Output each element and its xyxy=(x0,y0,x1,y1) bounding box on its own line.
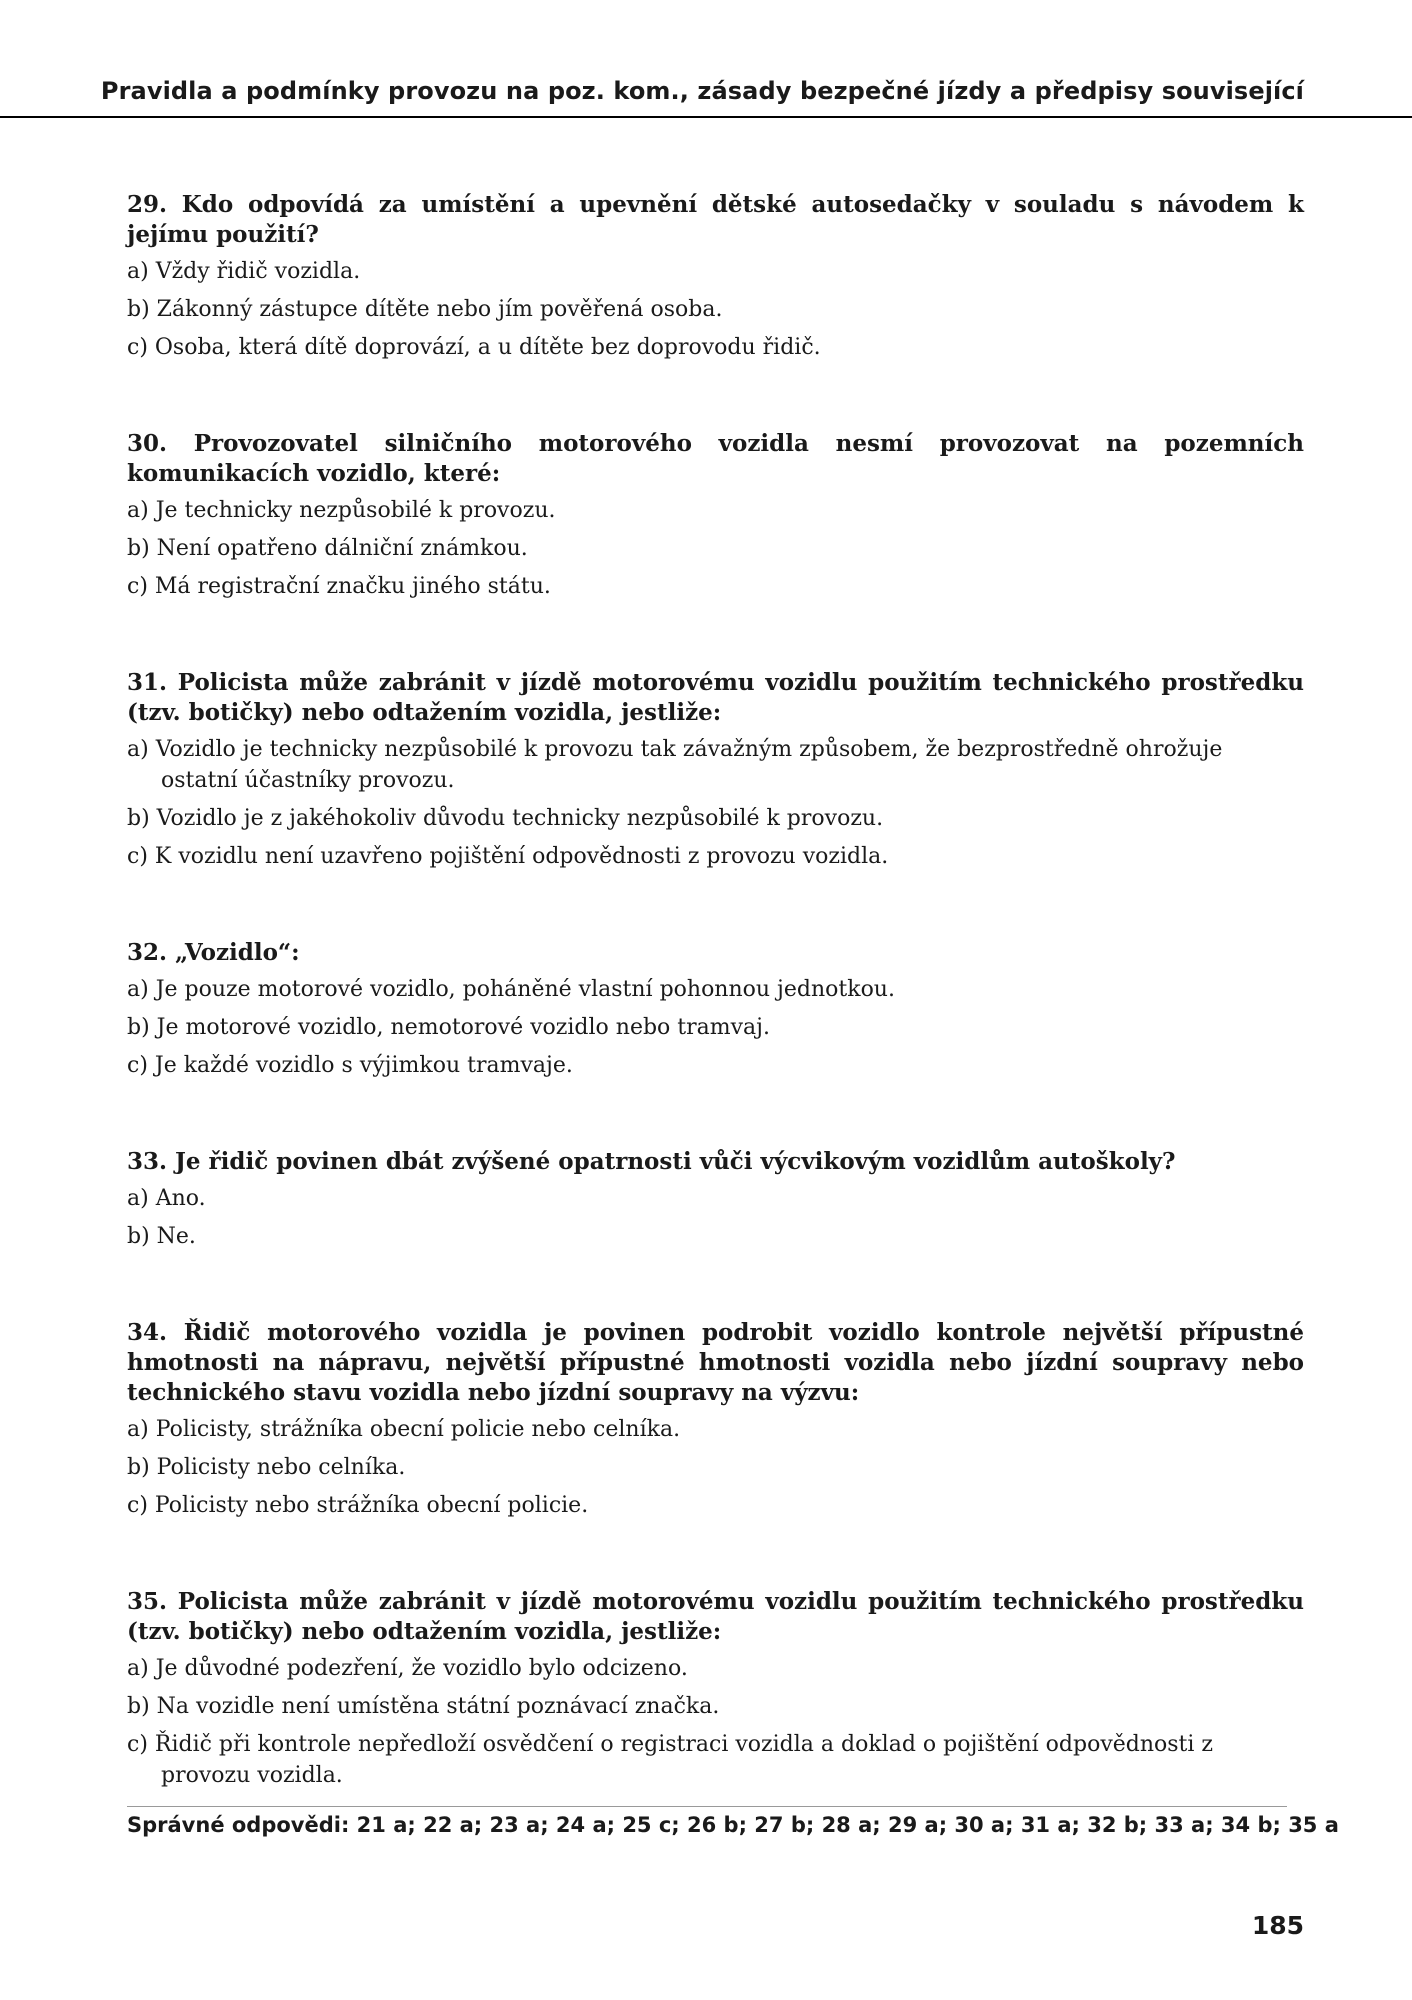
question-title: 32. „Vozidlo“: xyxy=(127,939,300,966)
answer-option-b: b) Je motorové vozidlo, nemotorové vozidlo nebo tramvaj. xyxy=(127,1015,770,1040)
question-title: 33. Je řidič povinen dbát zvýšené opatrnosti vůči výcvikovým vozidlům autoškoly? xyxy=(127,1148,1176,1175)
question-title: 30. Provozovatel silničního motorového vozidla nesmí provozovat na pozemních komunikacích vozidlo, které: xyxy=(127,430,1304,487)
question-34 xyxy=(127,1318,1304,1521)
answer-option-a: a) Policisty, strážníka obecní policie nebo celníka. xyxy=(127,1417,681,1442)
question-31 xyxy=(127,668,1304,872)
answer-option-c: c) Má registrační značku jiného státu. xyxy=(127,574,551,599)
question-29 xyxy=(127,190,1304,363)
answer-option-c: c) Řidič při kontrole nepředloží osvědčení o registraci vozidla a doklad o pojištění odpovědnosti z provozu vozidla. xyxy=(127,1732,1214,1788)
question-30 xyxy=(127,429,1304,602)
question-title: 35. Policista může zabránit v jízdě motorovému vozidlu použitím technického prostředku (tzv. botičky) nebo odtažením vozidla, jestliže: xyxy=(127,1588,1304,1645)
answer-option-b: b) Ne. xyxy=(127,1224,196,1249)
answer-option-b: b) Zákonný zástupce dítěte nebo jím pověřená osoba. xyxy=(127,297,723,322)
page-number: 185 xyxy=(1251,1911,1304,1940)
answer-option-c: c) Osoba, která dítě doprovází, a u dítěte bez doprovodu řidič. xyxy=(127,335,821,360)
question-35 xyxy=(127,1587,1304,1791)
answer-option-b: b) Policisty nebo celníka. xyxy=(127,1455,406,1480)
answer-option-a: a) Vždy řidič vozidla. xyxy=(127,259,361,284)
answer-option-a: a) Ano. xyxy=(127,1186,206,1211)
answer-option-a: a) Vozidlo je technicky nezpůsobilé k provozu tak závažným způsobem, že bezprostředně ohrožuje ostatní účastníky provozu. xyxy=(127,737,1223,793)
answer-option-b: b) Není opatřeno dálniční známkou. xyxy=(127,536,528,561)
question-title: 31. Policista může zabránit v jízdě motorovému vozidlu použitím technického prostředku (tzv. botičky) nebo odtažením vozidla, jestliže: xyxy=(127,669,1304,726)
header-rule xyxy=(0,116,1412,118)
question-33 xyxy=(127,1147,1304,1252)
answer-option-a: a) Je důvodné podezření, že vozidlo bylo odcizeno. xyxy=(127,1656,688,1681)
question-list xyxy=(127,190,1304,1857)
answer-option-a: a) Je pouze motorové vozidlo, poháněné vlastní pohonnou jednotkou. xyxy=(127,977,895,1002)
answer-option-a: a) Je technicky nezpůsobilé k provozu. xyxy=(127,498,556,523)
question-32 xyxy=(127,938,1304,1081)
question-title: 29. Kdo odpovídá za umístění a upevnění dětské autosedačky v souladu s návodem k jejímu použití? xyxy=(127,191,1304,248)
answer-option-b: b) Na vozidle není umístěna státní poznávací značka. xyxy=(127,1694,720,1719)
answer-option-b: b) Vozidlo je z jakéhokoliv důvodu technicky nezpůsobilé k provozu. xyxy=(127,806,884,831)
answer-option-c: c) Policisty nebo strážníka obecní policie. xyxy=(127,1493,589,1518)
answers-divider xyxy=(127,1806,1287,1807)
page-header-title: Pravidla a podmínky provozu na poz. kom., zásady bezpečné jízdy a předpisy související xyxy=(100,77,1304,105)
question-title: 34. Řidič motorového vozidla je povinen podrobit vozidlo kontrole největší přípustné hmotnosti na nápravu, největší přípustné hmotnosti vozidla nebo jízdní soupravy nebo technického stavu vozidla nebo jízdní soupravy na výzvu: xyxy=(127,1319,1304,1406)
answer-option-c: c) K vozidlu není uzavřeno pojištění odpovědnosti z provozu vozidla. xyxy=(127,844,889,869)
answer-option-c: c) Je každé vozidlo s výjimkou tramvaje. xyxy=(127,1053,573,1078)
correct-answers-line: Správné odpovědi: 21 a; 22 a; 23 a; 24 a; 25 c; 26 b; 27 b; 28 a; 29 a; 30 a; 31 a; 32 b; 33 a; 34 b; 35 a xyxy=(127,1813,1339,1837)
